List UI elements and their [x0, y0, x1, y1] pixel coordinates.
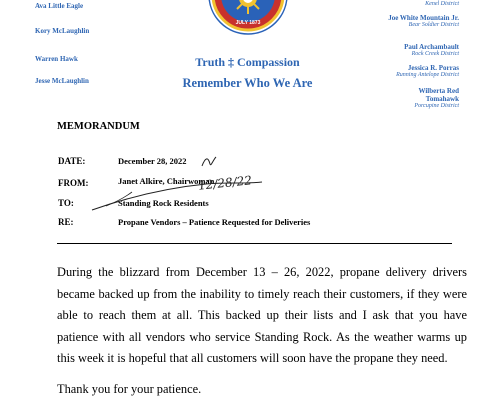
- council-district: Rock Creek District: [411, 51, 459, 57]
- tribal-seal: [208, 0, 288, 38]
- body-paragraph: During the blizzard from December 13 – 26, 2022, propane delivery drivers became backed up from the inability to timely reach their customers, if they were able to reach them at all. This backed up their lists and I ask that you have patience with all vendors who service Standing Rock. As the weather warms up this week it is hopeful that all customers will soon have the propane they need.: [57, 265, 467, 365]
- from-value: Janet Alkire, Chairwoman: [118, 176, 215, 186]
- closing-paragraph: Thank you for your patience.: [57, 382, 202, 396]
- council-member-name: Warren Hawk: [35, 55, 78, 63]
- date-value: December 28, 2022: [118, 156, 187, 166]
- council-member-name: Joe White Mountain Jr.: [388, 14, 459, 22]
- divider: [57, 243, 452, 244]
- motto-line-1: Truth ‡ Compassion: [195, 55, 300, 69]
- council-member-name: Jesse McLaughlin: [35, 77, 89, 85]
- council-district: Bear Soldier District: [408, 22, 459, 28]
- council-district: Porcupine District: [414, 103, 459, 109]
- council-district: Running Antelope District: [396, 72, 459, 78]
- re-value: Propane Vendors – Patience Requested for Deliveries: [118, 217, 311, 227]
- to-label: TO:: [58, 198, 74, 208]
- council-member-name: Wilberta Red Tomahawk: [418, 87, 459, 103]
- seal-text: JULY 1873: [235, 20, 261, 26]
- motto-line-2: Remember Who We Are: [182, 76, 313, 90]
- handwritten-initials: [200, 154, 220, 170]
- from-label: FROM:: [58, 178, 89, 188]
- council-member-block: [379, 14, 459, 29]
- handwritten-date: 12/28/22: [197, 173, 253, 193]
- to-value: Standing Rock Residents: [118, 198, 209, 208]
- council-member-block: [339, 1, 459, 8]
- council-member-name: Paul Archambault: [404, 43, 459, 51]
- council-member-name: Ava Little Eagle: [35, 2, 84, 10]
- seal-icon: [208, 0, 288, 38]
- re-label: RE:: [58, 217, 74, 227]
- council-member-name: Kory McLaughlin: [35, 27, 90, 35]
- memo-heading: MEMORANDUM: [57, 121, 140, 132]
- date-label: DATE:: [58, 156, 86, 166]
- council-member-name: Jessica R. Porras: [407, 64, 459, 72]
- handwritten-signature: [86, 176, 266, 216]
- council-district: Kenel District: [425, 1, 459, 7]
